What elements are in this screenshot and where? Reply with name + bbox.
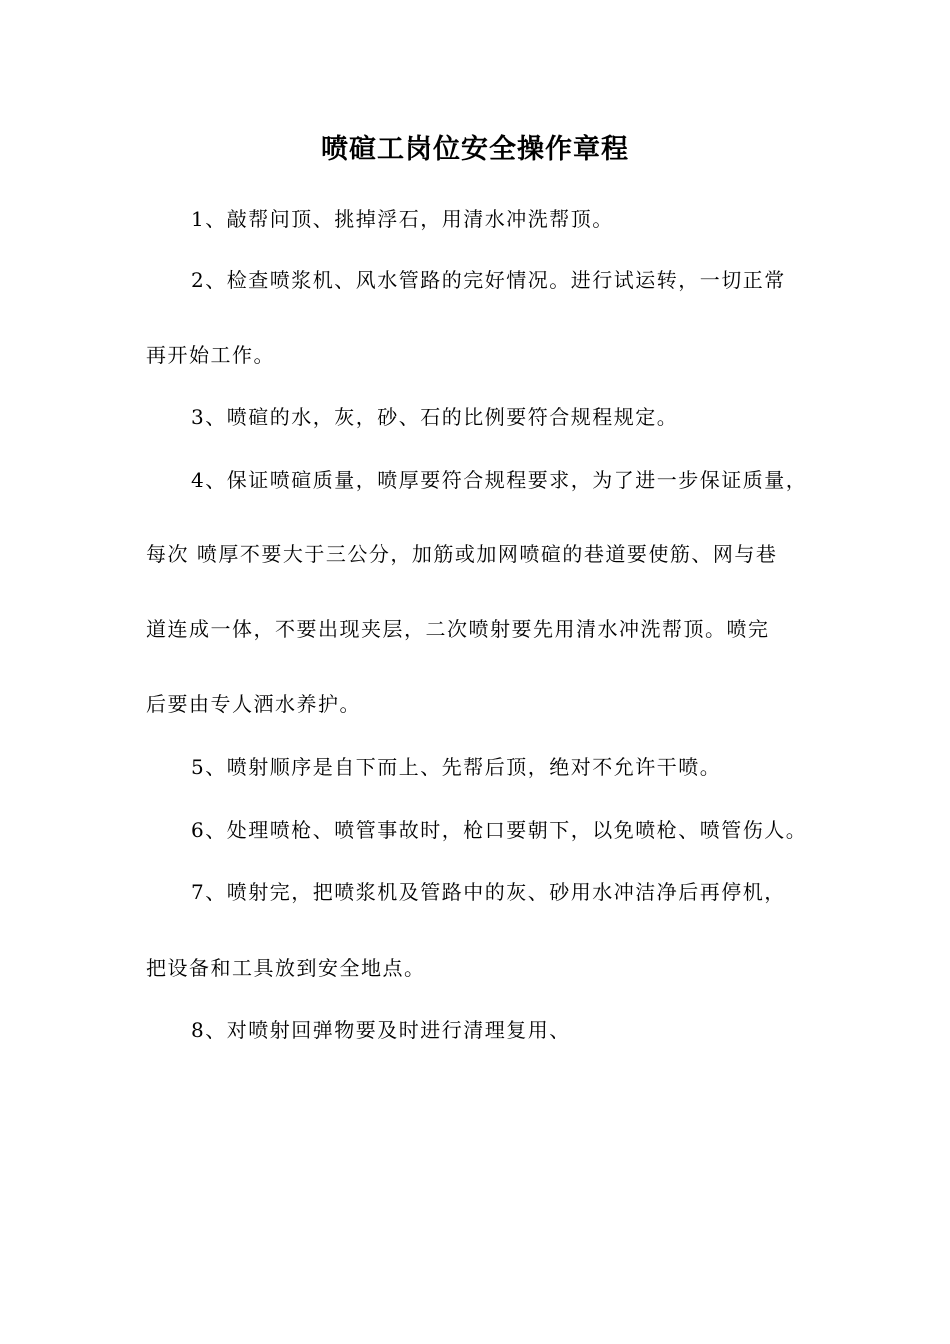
paragraph-line: 1、敲帮问顶、挑掉浮石，用清水冲洗帮顶。 bbox=[191, 207, 614, 231]
paragraph-line: 后要由专人洒水养护。 bbox=[146, 692, 361, 716]
paragraph-line: 7、喷射完，把喷浆机及管路中的灰、砂用水冲洁净后再停机， bbox=[191, 880, 786, 904]
paragraph-line: 6、处理喷枪、喷管事故时，枪口要朝下，以免喷枪、喷管伤人。 bbox=[191, 818, 808, 842]
paragraph-line: 每次 喷厚不要大于三公分，加筋或加网喷碹的巷道要使筋、网与巷 bbox=[146, 542, 778, 566]
paragraph-line: 道连成一体，不要出现夹层，二次喷射要先用清水冲洗帮顶。喷完 bbox=[146, 617, 770, 641]
paragraph-line: 3、喷碹的水，灰，砂、石的比例要符合规程规定。 bbox=[191, 405, 679, 429]
paragraph-line: 8、对喷射回弹物要及时进行清理复用、 bbox=[191, 1018, 571, 1042]
paragraph-line: 把设备和工具放到安全地点。 bbox=[146, 956, 426, 980]
paragraph-line: 2、检查喷浆机、风水管路的完好情况。进行试运转，一切正常 bbox=[191, 268, 786, 292]
document-title: 喷碹工岗位安全操作章程 bbox=[321, 134, 629, 165]
paragraph-line: 再开始工作。 bbox=[146, 343, 275, 367]
paragraph-line: 5、喷射顺序是自下而上、先帮后顶，绝对不允许干喷。 bbox=[191, 755, 722, 779]
paragraph-line: 4、保证喷碹质量，喷厚要符合规程要求，为了进一步保证质量， bbox=[191, 468, 808, 492]
